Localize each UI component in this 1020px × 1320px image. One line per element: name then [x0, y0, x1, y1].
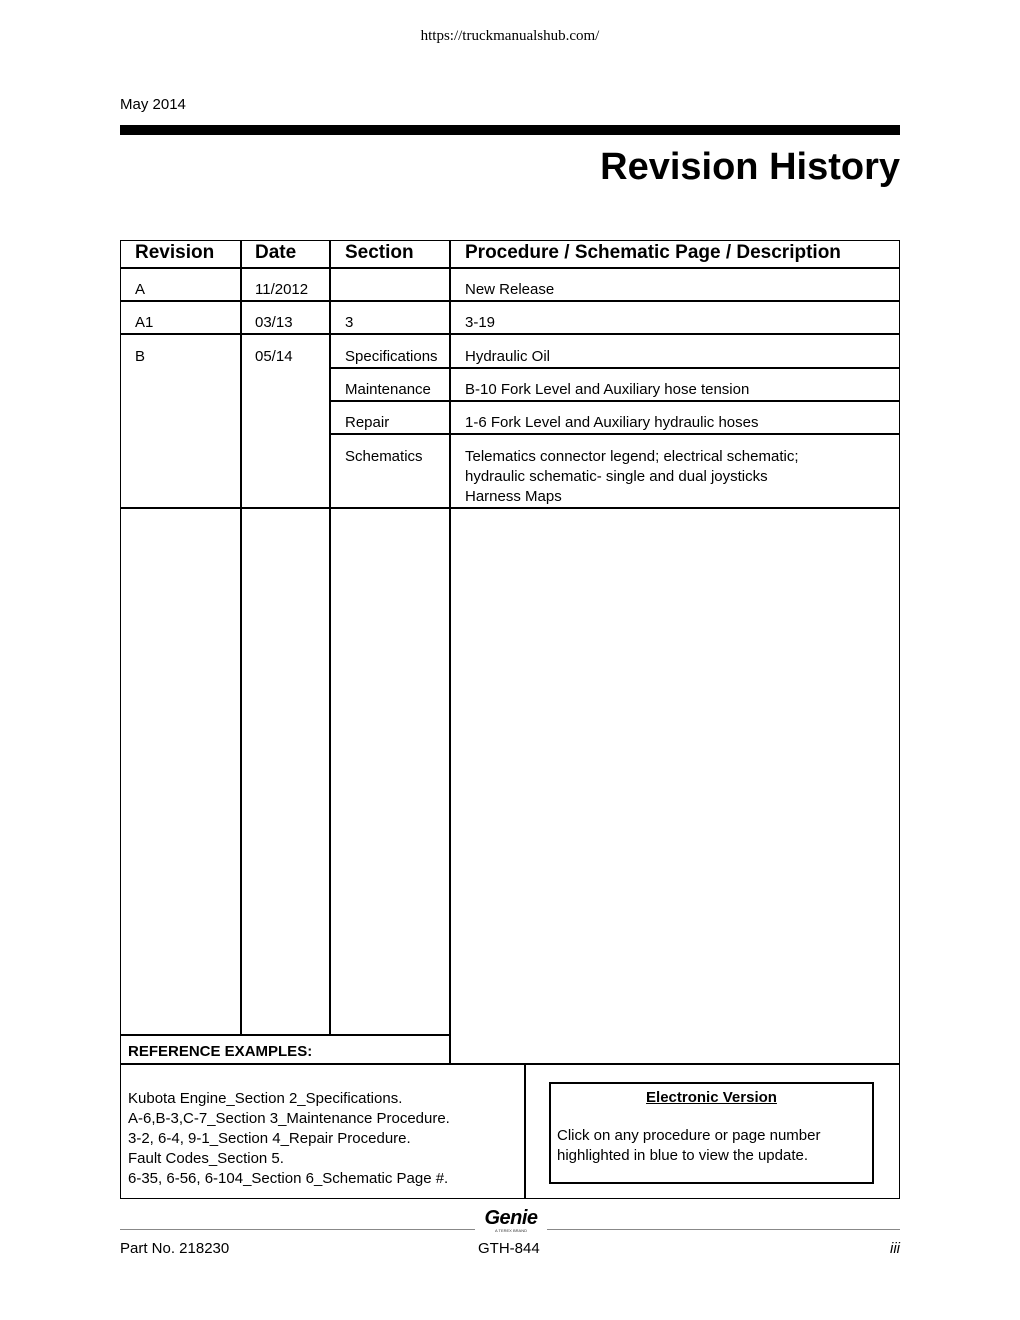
footer-rule-left — [120, 1229, 475, 1230]
col-header-date: Date — [255, 242, 297, 263]
logo-tagline: A TEREX BRAND — [495, 1228, 527, 1233]
model-number: GTH-844 — [478, 1240, 540, 1257]
row-divider — [120, 300, 900, 302]
part-number: Part No. 218230 — [120, 1240, 230, 1257]
cell-section: Maintenance — [345, 381, 431, 398]
col-header-section: Section — [345, 242, 414, 263]
reference-example: 3-2, 6-4, 9-1_Section 4_Repair Procedure. — [128, 1130, 411, 1147]
logo-wordmark: Genie — [484, 1207, 538, 1229]
cell-revision: A1 — [135, 314, 154, 331]
cell-section: Schematics — [345, 448, 423, 465]
cell-section: 3 — [345, 314, 354, 331]
cell-description: New Release — [465, 281, 555, 298]
header-divider — [120, 267, 900, 269]
cell-description[interactable]: 1-6 Fork Level and Auxiliary hydraulic hoses — [465, 414, 759, 431]
cell-revision: A — [135, 281, 146, 298]
row-divider — [120, 1063, 900, 1065]
column-divider — [329, 240, 331, 1035]
description-line: Harness Maps — [465, 488, 562, 505]
footer-rule-right — [547, 1229, 900, 1230]
description-line: Telematics connector legend; electrical schematic; — [465, 448, 799, 465]
row-divider — [329, 400, 900, 402]
col-header-description: Procedure / Schematic Page / Description — [465, 242, 841, 263]
cell-description[interactable] — [465, 447, 799, 507]
cell-revision: B — [135, 348, 146, 365]
header-rule — [120, 125, 900, 135]
electronic-version-title: Electronic Version — [646, 1089, 777, 1106]
page-title: Revision History — [600, 146, 900, 188]
column-divider — [524, 1063, 526, 1199]
row-divider — [329, 367, 900, 369]
genie-logo — [478, 1208, 544, 1233]
row-divider — [329, 433, 900, 435]
electronic-version-line: Click on any procedure or page number — [557, 1127, 821, 1144]
row-divider — [120, 1034, 450, 1036]
source-url: https://truckmanualshub.com/ — [420, 28, 600, 44]
cell-date: 03/13 — [255, 314, 293, 331]
page-number: iii — [890, 1240, 900, 1257]
reference-example: 6-35, 6-56, 6-104_Section 6_Schematic Page #. — [128, 1170, 449, 1187]
reference-heading: REFERENCE EXAMPLES: — [128, 1043, 313, 1060]
column-divider — [240, 240, 242, 1035]
description-line: hydraulic schematic- single and dual joysticks — [465, 468, 768, 485]
reference-example: A-6,B-3,C-7_Section 3_Maintenance Procedure. — [128, 1110, 450, 1127]
electronic-version-line: highlighted in blue to view the update. — [557, 1147, 809, 1164]
reference-example: Fault Codes_Section 5. — [128, 1150, 284, 1167]
electronic-version-text — [557, 1126, 820, 1166]
row-divider — [120, 507, 900, 509]
cell-section: Specifications — [345, 348, 438, 365]
cell-section: Repair — [345, 414, 390, 431]
cell-description[interactable]: 3-19 — [465, 314, 496, 331]
document-date: May 2014 — [120, 96, 186, 113]
col-header-revision: Revision — [135, 242, 215, 263]
cell-description[interactable]: B-10 Fork Level and Auxiliary hose tension — [465, 381, 750, 398]
cell-date: 11/2012 — [255, 281, 309, 298]
column-divider — [449, 240, 451, 1064]
cell-date: 05/14 — [255, 348, 293, 365]
row-divider — [120, 333, 900, 335]
cell-description[interactable]: Hydraulic Oil — [465, 348, 551, 365]
reference-example: Kubota Engine_Section 2_Specifications. — [128, 1090, 403, 1107]
reference-examples — [128, 1089, 450, 1189]
